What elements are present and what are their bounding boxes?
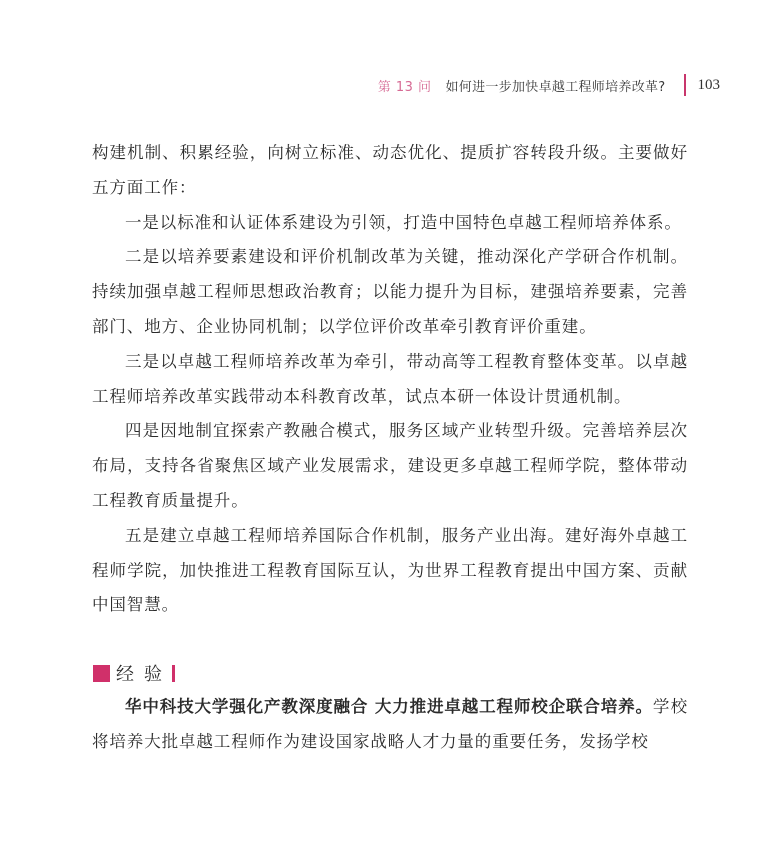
running-header — [378, 74, 720, 96]
header-divider — [684, 74, 686, 96]
case-paragraph — [92, 690, 688, 760]
paragraph-intro: 构建机制、积累经验，向树立标准、动态优化、提质扩容转段升级。主要做好五方面工作： — [92, 143, 688, 197]
page-number: 103 — [697, 76, 720, 93]
section-heading-label: 经验 — [116, 664, 172, 685]
paragraph-point-1: 一是以标准和认证体系建设为引领，打造中国特色卓越工程师培养体系。 — [125, 212, 682, 232]
case-lead: 华中科技大学强化产教深度融合 大力推进卓越工程师校企联合培养。 — [125, 697, 653, 716]
paragraph-point-5: 五是建立卓越工程师培养国际合作机制，服务产业出海。建好海外卓越工程师学院，加快推进工程教育国际互认，为世界工程教育提出中国方案、贡献中国智慧。 — [92, 525, 688, 615]
section-heading — [93, 661, 175, 685]
question-number: 第 13 问 — [377, 79, 432, 95]
paragraph-point-3: 三是以卓越工程师培养改革为牵引，带动高等工程教育整体变革。以卓越工程师培养改革实践带动本科教育改革，试点本研一体设计贯通机制。 — [92, 351, 688, 406]
paragraph-point-2: 二是以培养要素建设和评价机制改革为关键，推动深化产学研合作机制。持续加强卓越工程师思想政治教育；以能力提升为目标，建强培养要素，完善部门、地方、企业协同机制；以学位评价改革牵引教育评价重建。 — [92, 247, 688, 336]
question-title: 如何进一步加快卓越工程师培养改革? — [445, 79, 666, 95]
paragraph-point-4: 四是因地制宜探索产教融合模式，服务区域产业转型升级。完善培养层次布局，支持各省聚焦区域产业发展需求，建设更多卓越工程师学院，整体带动工程教育质量提升。 — [92, 421, 688, 510]
body-text — [92, 136, 688, 623]
case-text — [92, 690, 688, 760]
section-marker-icon — [93, 665, 110, 682]
section-bar-icon — [172, 665, 175, 682]
case-body: 学校将培养大批卓越工程师作为建设国家战略人才力量的重要任务，发扬学校 — [92, 697, 688, 751]
